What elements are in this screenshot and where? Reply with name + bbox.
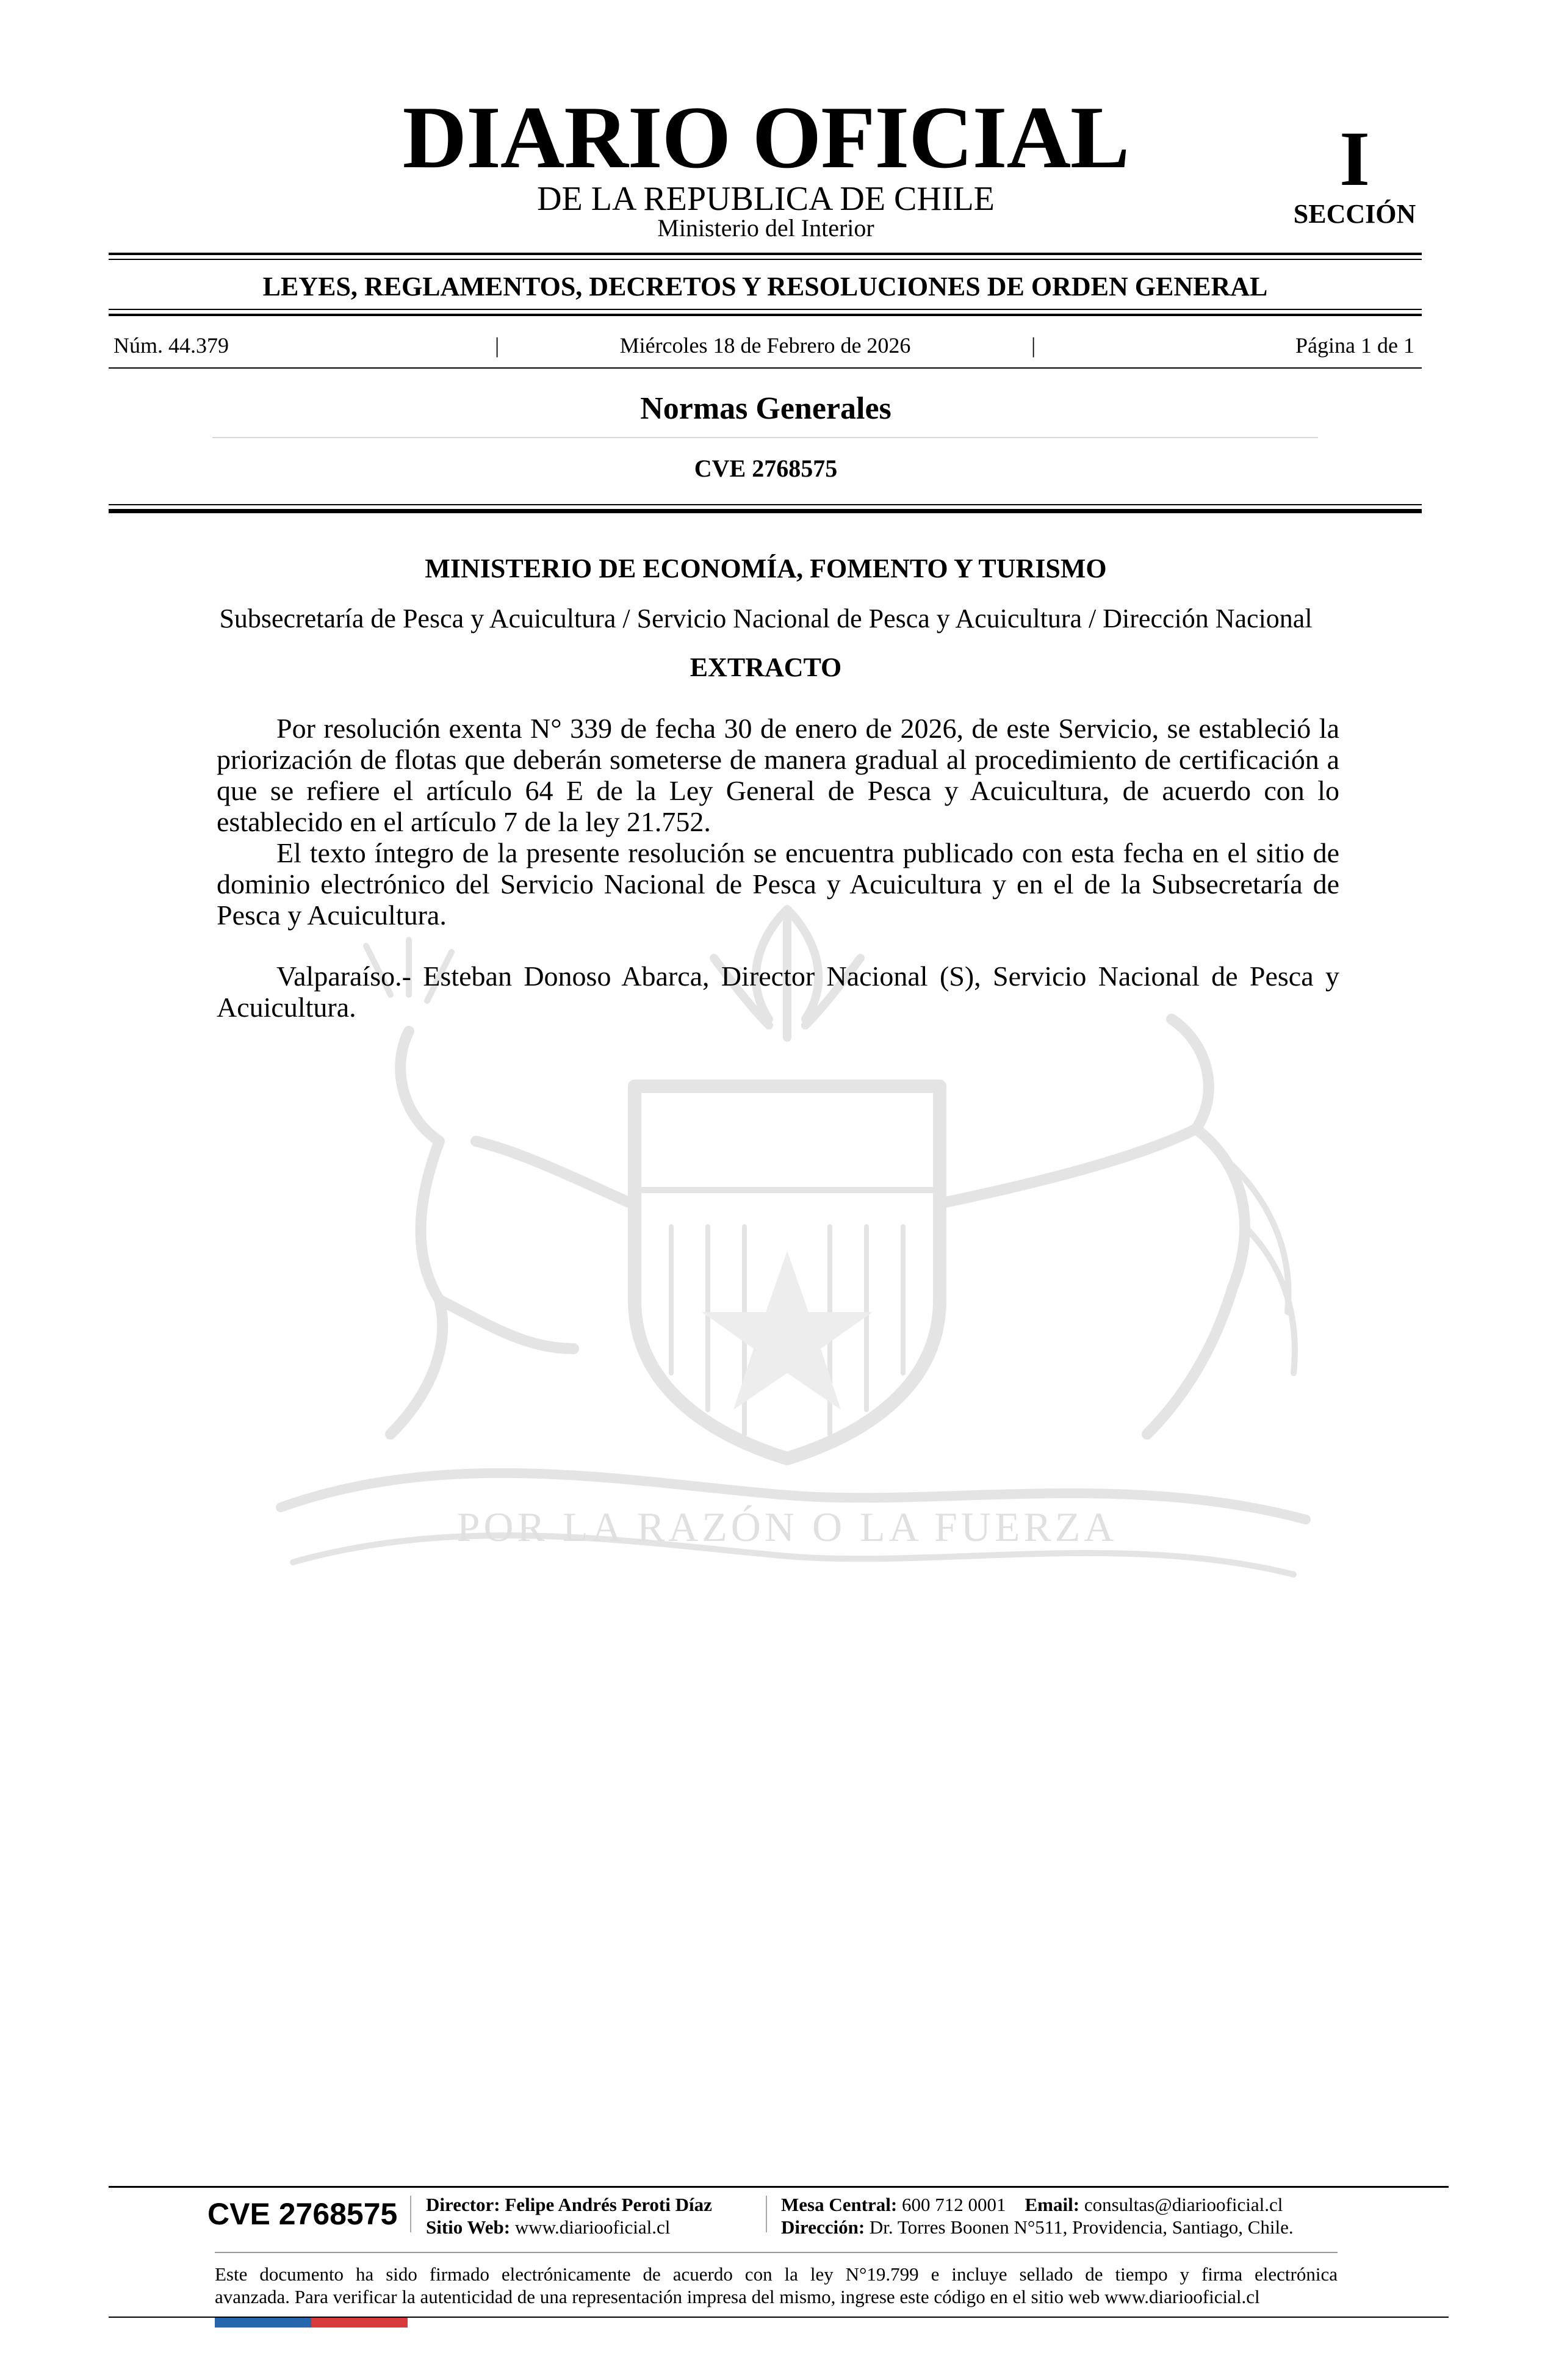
footer-director-block — [426, 2193, 712, 2238]
legal-line: Este documento ha sido firmado electrónicamente de acuerdo con la ley N°19.799 e incluye sellado de tiempo y firma electrónica — [215, 2263, 1338, 2285]
issue-bar-rule — [109, 367, 1422, 369]
footer-legal-note — [215, 2263, 1338, 2308]
category-rule-thin — [109, 309, 1422, 310]
newspaper-subtitle: DE LA REPUBLICA DE CHILE — [537, 180, 995, 218]
cve-code: CVE 2768575 — [694, 455, 838, 482]
masthead-rule-thin — [109, 259, 1422, 260]
signature-paragraph: Valparaíso.- Esteban Donoso Abarca, Director Nacional (S), Servicio Nacional de Pesca y Acuicultura. — [217, 961, 1339, 1023]
document-type: EXTRACTO — [690, 652, 842, 682]
ministry-heading: MINISTERIO DE ECONOMÍA, FOMENTO Y TURISMO — [425, 554, 1107, 583]
newspaper-title: DIARIO OFICIAL — [402, 88, 1129, 187]
category-heading: LEYES, REGLAMENTOS, DECRETOS Y RESOLUCIONES DE ORDEN GENERAL — [262, 272, 1268, 301]
director-label: Director: — [426, 2194, 500, 2215]
issue-number: Núm. 44.379 — [113, 333, 229, 358]
header-rule-thick — [109, 509, 1422, 513]
issue-date: Miércoles 18 de Febrero de 2026 — [619, 333, 911, 358]
website-link[interactable]: www.diariooficial.cl — [514, 2216, 671, 2238]
legal-line: avanzada. Para verificar la autenticidad de una representación impresa del mismo, ingrese este código en el sitio web www.diariooficial.cl — [215, 2286, 1260, 2307]
footer-thin-rule — [215, 2252, 1338, 2253]
coat-of-arms-motto: POR LA RAZÓN O LA FUERZA — [456, 1504, 1118, 1550]
masthead-rule-thick — [109, 253, 1422, 255]
footer-divider — [766, 2196, 767, 2232]
central-label: Mesa Central: — [781, 2194, 898, 2215]
ministry-line: Ministerio del Interior — [657, 214, 874, 242]
issue-bar — [109, 332, 1422, 359]
email-label: Email: — [1025, 2194, 1080, 2215]
address-label: Dirección: — [781, 2216, 865, 2238]
paragraph: El texto íntegro de la presente resolución se encuentra publicado con esta fecha en el sitio de dominio electrónico del Servicio Nacional de Pesca y Acuicultura y en el de la Subsecretaría de Pesca y Acuicultura. — [217, 837, 1339, 931]
footer-cve-code: CVE 2768575 — [207, 2197, 398, 2231]
page-indicator: Página 1 de 1 — [1295, 333, 1414, 358]
flag-stripe-red — [311, 2318, 408, 2328]
section-heading: Normas Generales — [640, 391, 891, 426]
header-rule-thin — [109, 504, 1422, 505]
footer-divider — [410, 2196, 411, 2232]
issue-separator: | — [495, 333, 500, 358]
flag-stripe-blue — [215, 2318, 311, 2328]
email-link[interactable]: consultas@diariooficial.cl — [1084, 2194, 1283, 2215]
address-text: Dr. Torres Boonen N°511, Providencia, Santiago, Chile. — [869, 2216, 1294, 2238]
central-phone: 600 712 0001 — [902, 2194, 1006, 2215]
website-label: Sitio Web: — [426, 2216, 511, 2238]
sub-organization: Subsecretaría de Pesca y Acuicultura / Servicio Nacional de Pesca y Acuicultura / Dirección Nacional — [219, 604, 1313, 633]
section-heading-rule — [212, 437, 1318, 438]
footer-rule — [109, 2186, 1449, 2188]
footer-contact-block — [781, 2193, 1294, 2238]
section-number: I — [1339, 115, 1370, 202]
category-rule-thick — [109, 314, 1422, 316]
document-body — [217, 713, 1339, 1023]
paragraph: Por resolución exenta N° 339 de fecha 30 de enero de 2026, de este Servicio, se estableció la priorización de flotas que deberán someterse de manera gradual al procedimiento de certificación a que se refiere el artículo 64 E de la Ley General de Pesca y Acuicultura, de acuerdo con lo establecido en el artículo 7 de la ley 21.752. — [217, 713, 1339, 837]
section-label: SECCIÓN — [1293, 199, 1416, 229]
director-name: Felipe Andrés Peroti Díaz — [505, 2194, 712, 2215]
issue-separator: | — [1031, 333, 1036, 358]
